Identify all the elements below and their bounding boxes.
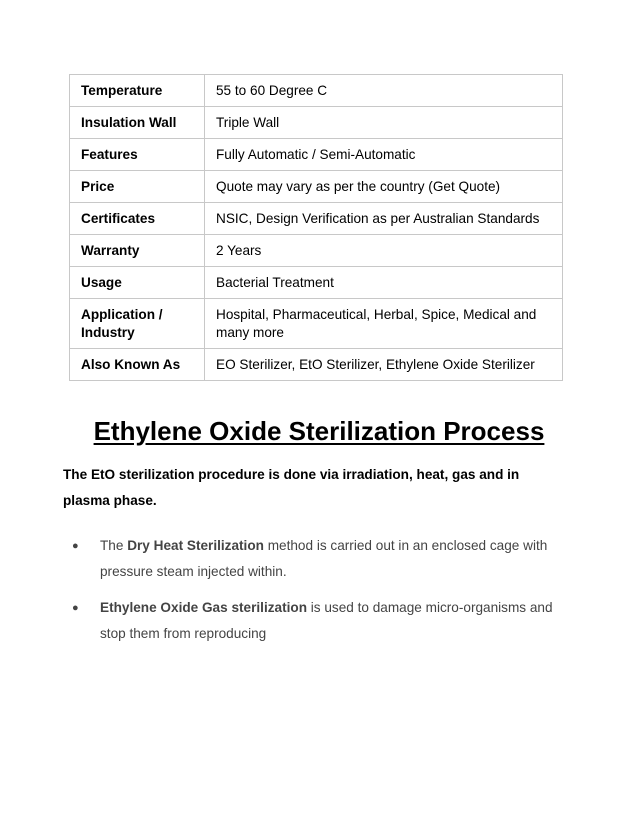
bullet-prefix: The [100,538,128,553]
list-item [63,533,568,585]
specifications-table [69,74,563,381]
spec-label: Temperature [70,75,205,107]
spec-label: Also Known As [70,349,205,381]
bullet-list [63,533,568,657]
table-row [70,203,563,235]
spec-label: Features [70,139,205,171]
spec-value: 55 to 60 Degree C [205,75,563,107]
bullet-text: method is carried out in an enclosed cage with pressure steam injected within. [100,538,548,579]
bullet-icon: ● [72,602,79,614]
spec-label: Certificates [70,203,205,235]
spec-value: NSIC, Design Verification as per Australian Standards [205,203,563,235]
table-row [70,107,563,139]
table-row [70,267,563,299]
table-row [70,75,563,107]
spec-value: Hospital, Pharmaceutical, Herbal, Spice, Medical and many more [205,299,563,349]
spec-value: Bacterial Treatment [205,267,563,299]
spec-value: Fully Automatic / Semi-Automatic [205,139,563,171]
spec-value: EO Sterilizer, EtO Sterilizer, Ethylene Oxide Sterilizer [205,349,563,381]
bullet-icon: ● [72,540,79,552]
spec-label: Price [70,171,205,203]
bullet-bold-term: Dry Heat Sterilization [127,538,264,553]
list-item [63,595,568,647]
table-row [70,139,563,171]
table-row [70,171,563,203]
table-row [70,349,563,381]
spec-value: 2 Years [205,235,563,267]
section-heading: Ethylene Oxide Sterilization Process [93,416,545,446]
intro-paragraph: The EtO sterilization procedure is done via irradiation, heat, gas and in plasma phase. [63,467,520,508]
table-row [70,299,563,349]
bullet-text: is used to damage micro-organisms and stop them from reproducing [100,600,553,641]
table-row [70,235,563,267]
spec-value: Triple Wall [205,107,563,139]
spec-label: Insulation Wall [70,107,205,139]
spec-label: Usage [70,267,205,299]
spec-value: Quote may vary as per the country (Get Quote) [205,171,563,203]
spec-label: Warranty [70,235,205,267]
bullet-bold-term: Ethylene Oxide Gas sterilization [100,600,307,615]
spec-label: Application / Industry [70,299,205,349]
